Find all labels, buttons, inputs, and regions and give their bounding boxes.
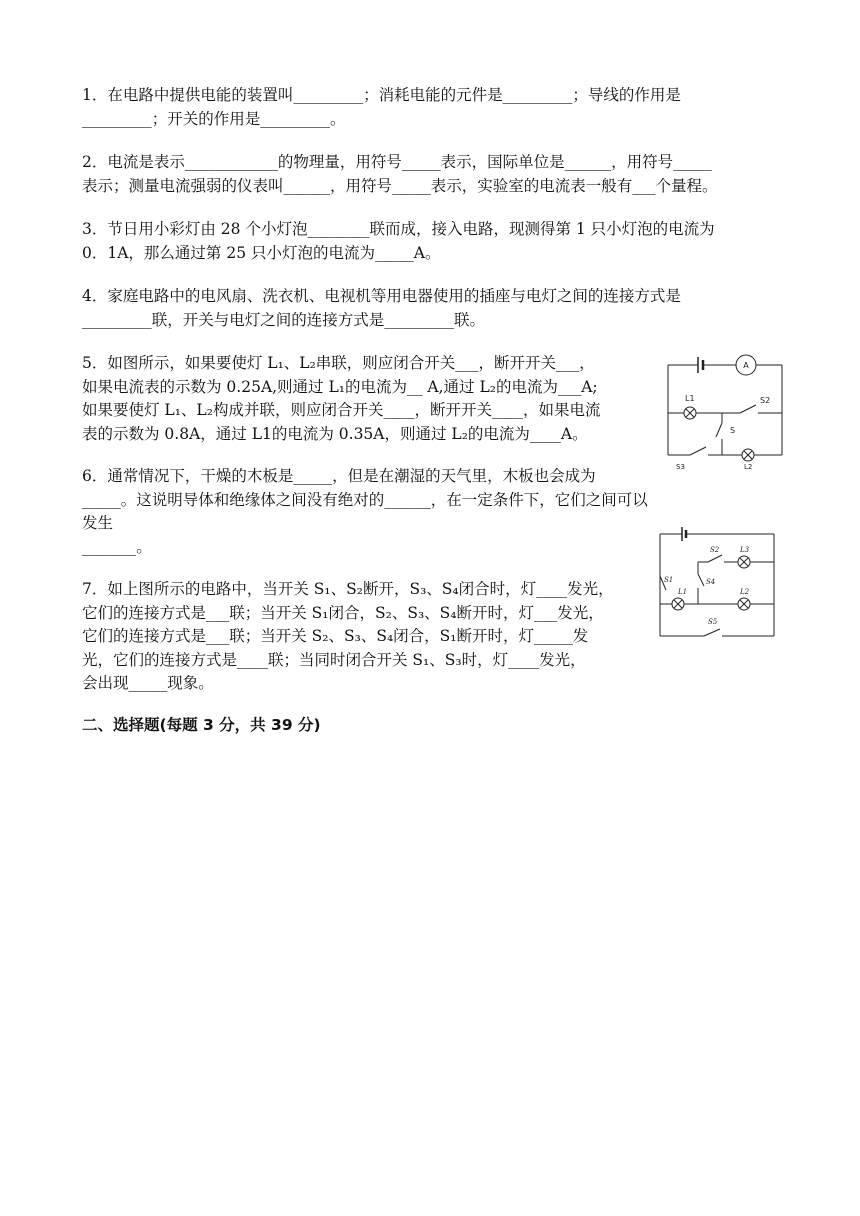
question-5-line-2: 如果电流表的示数为 0.25A,则通过 L₁的电流为__ A,通过 L₂的电流为___A;	[82, 377, 598, 396]
switch-s2-icon	[740, 405, 756, 413]
question-5	[82, 352, 654, 446]
lamp-l2-label: L2	[744, 463, 753, 471]
switch-s4-icon	[698, 574, 704, 586]
switch-s1-label: S1	[664, 576, 674, 584]
question-4-line-2: _________联，开关与电灯之间的连接方式是_________联。	[82, 310, 486, 329]
question-2-line-2: 表示；测量电流强弱的仪表叫______，用符号_____表示，实验室的电流表一般有___个量程。	[82, 176, 718, 195]
question-7-line-1: 7．如上图所示的电路中，当开关 S₁、S₂断开，S₃、S₄闭合时，灯____发光，	[82, 580, 614, 598]
question-7-line-5: 会出现_____现象。	[82, 674, 214, 692]
circuit-diagram-1	[660, 345, 790, 471]
question-6-line-1: 6．通常情况下，干燥的木板是_____，但是在潮湿的天气里，木板也会成为	[82, 467, 596, 485]
question-7	[82, 578, 654, 696]
question-7-line-3: 它们的连接方式是___联；当开关 S₂、S₃、S₄闭合，S₁断开时，灯_____发	[82, 627, 589, 645]
question-7-line-4: 光，它们的连接方式是____联；当同时闭合开关 S₁、S₃时，灯____发光，	[82, 650, 586, 669]
switch-s3-label: S3	[676, 463, 685, 471]
switch-s5-label: S5	[708, 618, 718, 626]
circuit-diagram-2	[652, 524, 782, 640]
lamp-l3-label: L3	[740, 546, 750, 554]
switch-s2-label: S2	[710, 546, 720, 554]
question-5-line-4: 表的示数为 0.8A，通过 L1的电流为 0.35A，则通过 L₂的电流为____A。	[82, 424, 588, 443]
question-6-line-3: _______。	[82, 537, 152, 556]
question-1-line-2: _________；开关的作用是_________。	[82, 109, 346, 128]
question-2-line-1: 2．电流是表示____________的物理量，用符号_____表示，国际单位是______，用符号_____	[82, 153, 712, 171]
lamp-l2-label: L2	[740, 588, 750, 596]
question-5-line-3: 如果要使灯 L₁、L₂构成并联，则应闭合开关____，断开开关____，如果电流	[82, 401, 601, 419]
question-6	[82, 465, 654, 559]
question-3-line-1: 3．节日用小彩灯由 28 个小灯泡________联而成，接入电路，现测得第 1 只小灯泡的电流为	[82, 220, 715, 238]
lamp-l1-label: L1	[685, 394, 695, 403]
switch-s-icon	[716, 423, 722, 437]
question-4	[82, 285, 782, 332]
question-7-line-2: 它们的连接方式是___联；当开关 S₁闭合，S₂、S₃、S₄断开时，灯___发光，	[82, 603, 604, 622]
section-title: 二、选择题(每题 3 分，共 39 分)	[82, 716, 321, 734]
question-5-line-1: 5．如图所示，如果要使灯 L₁、L₂串联，则应闭合开关___，断开开关___，	[82, 354, 595, 372]
question-6-line-2: _____。这说明导体和绝缘体之间没有绝对的______，在一定条件下，它们之间可以发生	[82, 490, 648, 532]
switch-s2-icon	[708, 555, 722, 562]
switch-s-label: S	[730, 426, 736, 435]
switch-s4-label: S4	[706, 578, 716, 586]
question-3-line-2: 0．1A，那么通过第 25 只小灯泡的电流为_____A。	[82, 243, 441, 262]
question-3	[82, 218, 782, 265]
question-2	[82, 151, 782, 198]
switch-s3-icon	[690, 447, 706, 455]
lamp-l1-label: L1	[678, 588, 688, 596]
ammeter-label: A	[743, 361, 749, 370]
question-1-line-1: 1．在电路中提供电能的装置叫_________；消耗电能的元件是_________；导线的作用是	[82, 86, 681, 104]
question-1	[82, 84, 782, 131]
switch-s5-icon	[704, 629, 720, 636]
switch-s2-label: S2	[760, 396, 771, 405]
question-4-line-1: 4．家庭电路中的电风扇、洗衣机、电视机等用电器使用的插座与电灯之间的连接方式是	[82, 287, 681, 305]
